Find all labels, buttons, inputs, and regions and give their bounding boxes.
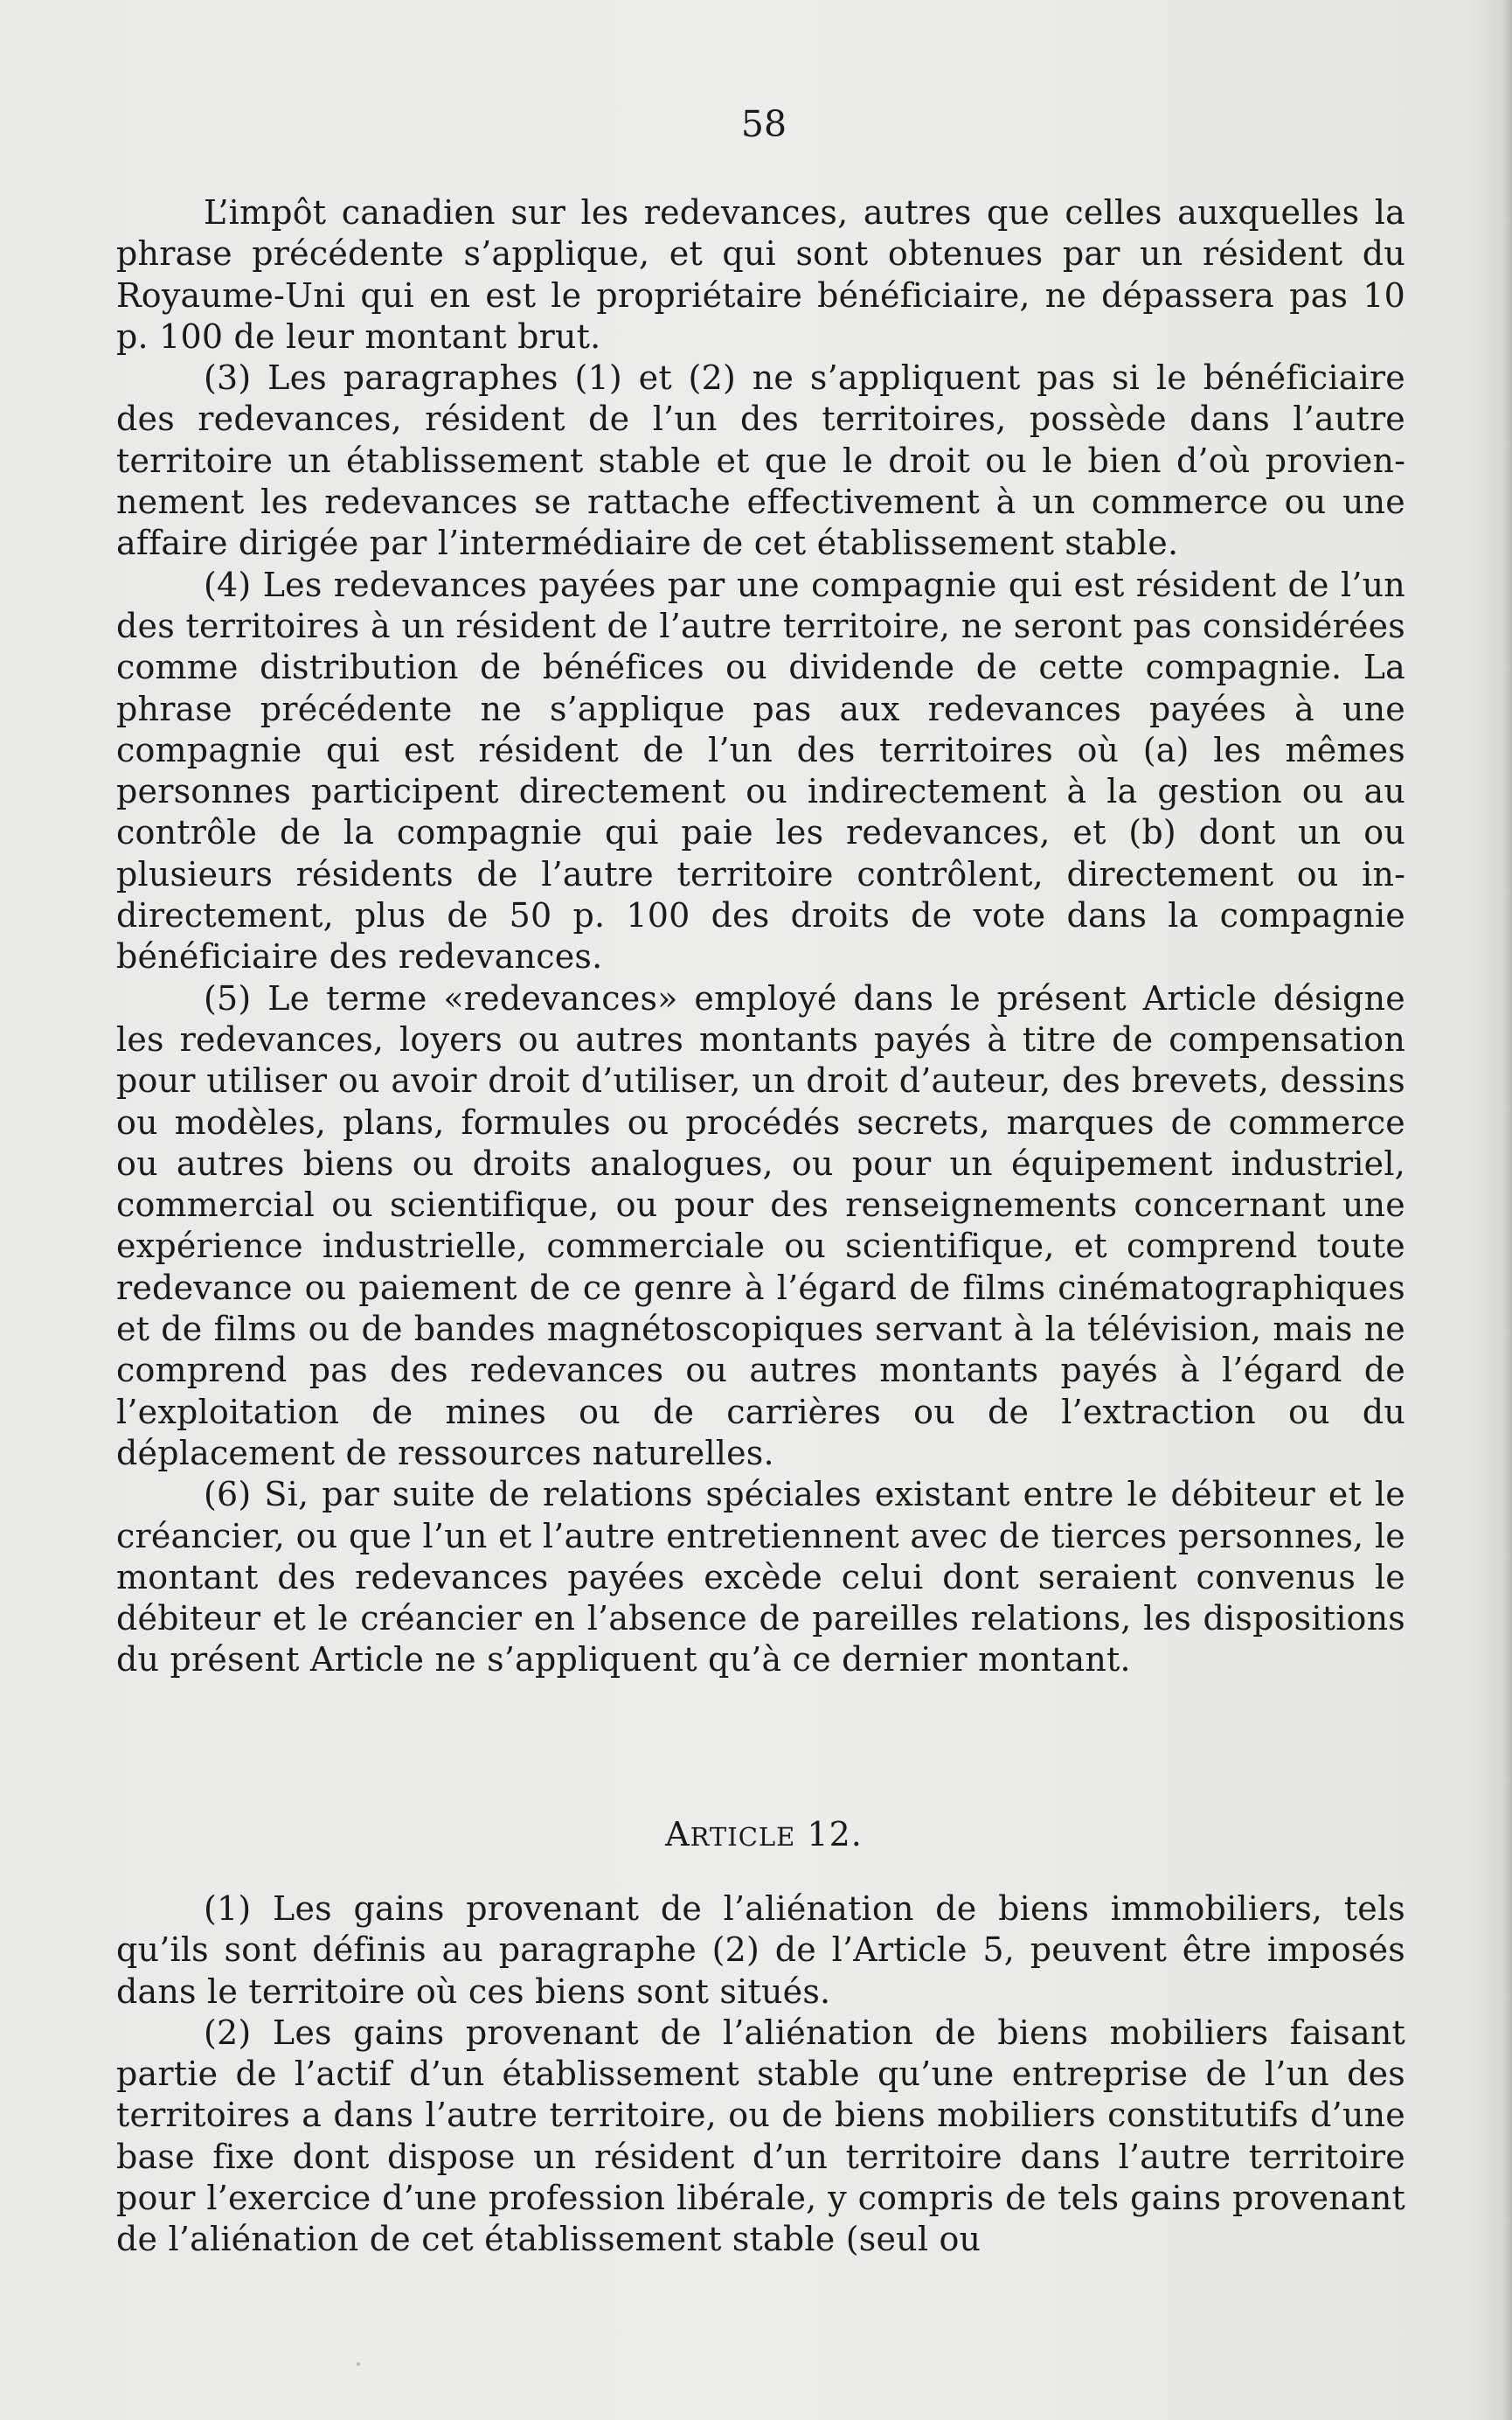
- article-heading-number: 12.: [807, 1815, 863, 1853]
- body-text-article-12: [116, 1888, 1405, 2261]
- article-heading-rest: RTICLE: [690, 1822, 796, 1852]
- paragraph-3: (3) Les paragraphes (1) et (2) ne s’appliquent pas si le bénéficiaire des redevances, résident de l’un des territoires, possède dans l’autre territoire un établissement stable et que le droit ou le bien d’où proviennement les redevances se rattache effectivement à un commerce ou une affaire dirigée par l’intermédiaire de cet établissement stable.: [116, 358, 1405, 563]
- paper-speck: [357, 2362, 360, 2366]
- article-12-paragraph-2: (2) Les gains provenant de l’aliénation de biens mobiliers faisant partie de l’actif d’un établissement stable qu’une entreprise de l’un des territoires a dans l’autre territoire, ou de biens mobiliers constitutifs d’une base fixe dont dispose un résident d’un territoire dans l’autre territoire pour l’exercice d’une profession libérale, y compris de tels gains provenant de l’aliénation de cet établissement stable (seul ou: [116, 2013, 1405, 2259]
- paragraph-continuation: L’impôt canadien sur les redevances, autres que celles auxquelles la phrase précédente s’applique, et qui sont obtenues par un résident du Royaume-Uni qui en est le propriétaire bénéficiaire, ne dépassera pas 10 p. 100 de leur montant brut.: [116, 193, 1405, 356]
- page-edge-shadow: [1503, 0, 1512, 2420]
- paragraph-5: (5) Le terme «redevances» employé dans le présent Article désigne les redevances, loyers ou autres montants payés à titre de compensation pour utiliser ou avoir droit d’utiliser, un droit d’auteur, des brevets, dessins ou modèles, plans, formules ou procédés secrets, marques de commerce ou autres biens ou droits analogues, ou pour un équipement industriel, commercial ou scientifique, ou pour des renseignements concernant une expérience industrielle, commerciale ou scientifique, et comprend toute redevance ou paiement de ce genre à l’égard de films cinématographiques et de films ou de bandes magnétoscopiques servant à la télévision, mais ne comprend pas des redevances ou autres montants payés à l’égard de l’exploitation de mines ou de carrières ou de l’extraction ou du déplacement de ressources naturelles.: [116, 978, 1405, 1472]
- body-text-upper: [116, 192, 1405, 1681]
- article-heading: [0, 1813, 1512, 1858]
- paragraph-4: (4) Les redevances payées par une compagnie qui est résident de l’un des territoires à un résident de l’autre territoire, ne seront pas considérées comme distribution de bénéfices ou dividende de cette compagnie. La phrase précédente ne s’applique pas aux redevances payées à une compagnie qui est résident de l’un des territoires où (a) les mêmes personnes participent directement ou indirectement à la gestion ou au contrôle de la compagnie qui paie les redevances, et (b) dont un ou plusieurs résidents de l’autre territoire contrôlent, directement ou indirectement, plus de 50 p. 100 des droits de vote dans la compagnie bénéficiaire des redevances.: [116, 565, 1405, 977]
- paragraph-6: (6) Si, par suite de relations spéciales existant entre le débiteur et le créancier, ou que l’un et l’autre entretiennent avec de tierces personnes, le montant des redevances payées excède celui dont seraient convenus le débiteur et le créancier en l’absence de pareilles relations, les dispositions du présent Article ne s’appliquent qu’à ce dernier montant.: [116, 1475, 1405, 1679]
- page-number: 58: [740, 103, 787, 145]
- article-heading-initial: A: [665, 1815, 690, 1853]
- article-12-paragraph-1: (1) Les gains provenant de l’aliénation de biens immobiliers, tels qu’ils sont définis au paragraphe (2) de l’Article 5, peuvent être imposés dans le territoire où ces biens sont situés.: [116, 1889, 1405, 2011]
